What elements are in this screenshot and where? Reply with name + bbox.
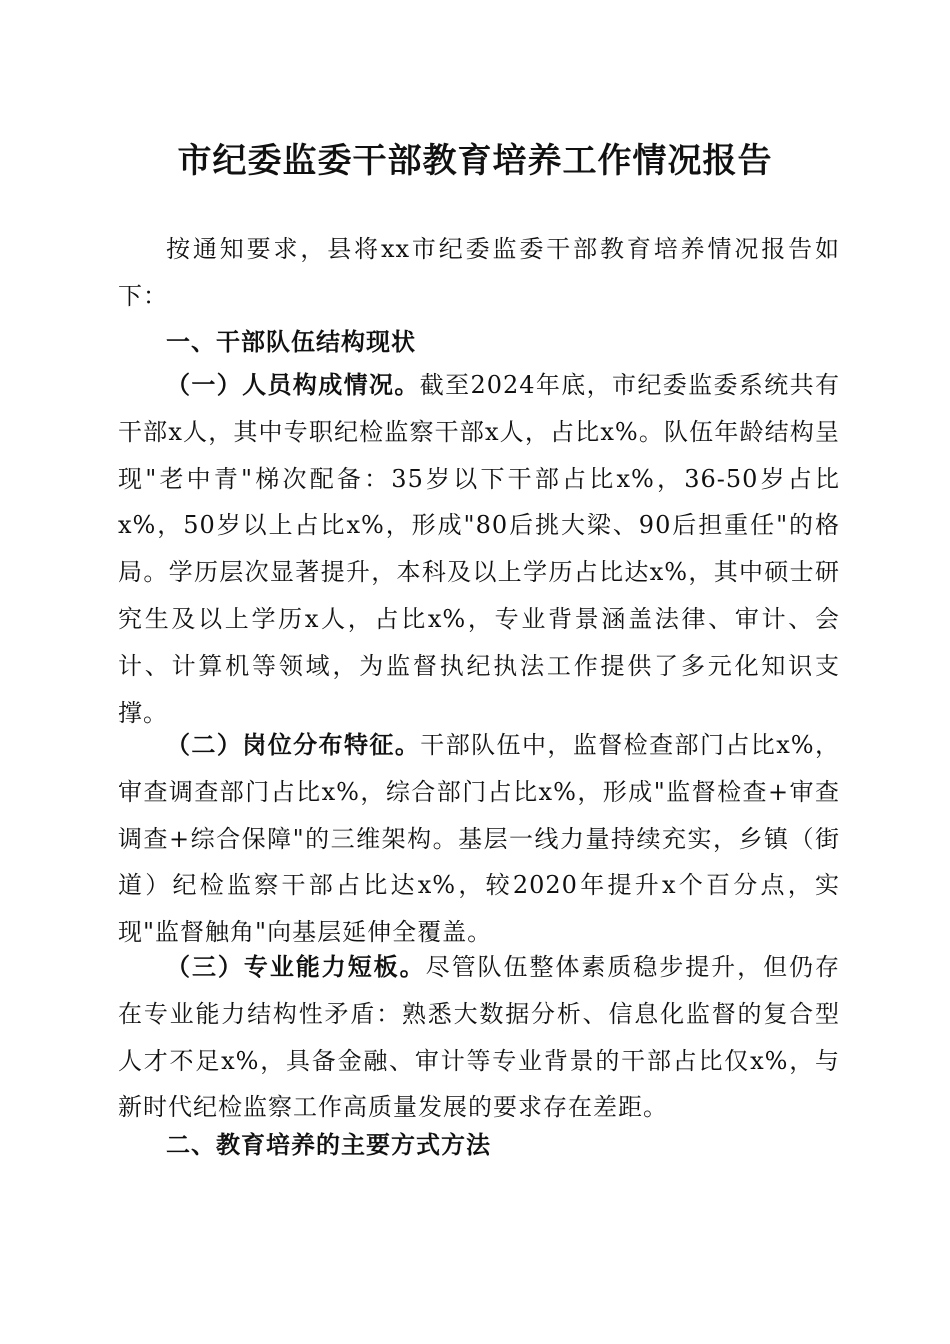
paragraph-position-distribution [118,722,840,956]
paragraph-body: 尽管队伍整体素质稳步提升，但仍存在专业能力结构性矛盾：熟悉大数据分析、信息化监督的复合型人才不足x%，具备金融、审计等专业背景的干部占比仅x%，与新时代纪检监察工作高质量发展的要求存在差距。 [118,953,841,1122]
paragraph-capability-gaps [118,944,840,1131]
section-1-heading: 一、干部队伍结构现状 [166,328,416,356]
intro-paragraph: 按通知要求，县将xx市纪委监委干部教育培养情况报告如下： [118,235,840,310]
section-2-heading: 二、教育培养的主要方式方法 [166,1131,491,1159]
paragraph-lead: （二）岗位分布特征。 [166,731,421,759]
paragraph-body: 截至2024年底，市纪委监委系统共有干部x人，其中专职纪检监察干部x人，占比x%。队伍年龄结构呈现"老中青"梯次配备：35岁以下干部占比x%，36-50岁占比x%，50岁以上占比x%，形成"80后挑大梁、90后担重任"的格局。学历层次显著提升，本科及以上学历占比达x%，其中硕士研究生及以上学历x人，占比x%，专业背景涵盖法律、审计、会计、计算机等领域，为监督执纪执法工作提供了多元化知识支撑。 [118,371,841,727]
paragraph-lead: （三）专业能力短板。 [166,953,426,981]
paragraph-lead: （一）人员构成情况。 [166,371,420,399]
document-title: 市纪委监委干部教育培养工作情况报告 [177,141,773,181]
paragraph-body: 干部队伍中，监督检查部门占比x%，审查调查部门占比x%，综合部门占比x%，形成"监督检查+审查调查+综合保障"的三维架构。基层一线力量持续充实，乡镇（街道）纪检监察干部占比达x%，较2020年提升x个百分点，实现"监督触角"向基层延伸全覆盖。 [118,731,840,947]
paragraph-personnel-composition [118,362,840,736]
